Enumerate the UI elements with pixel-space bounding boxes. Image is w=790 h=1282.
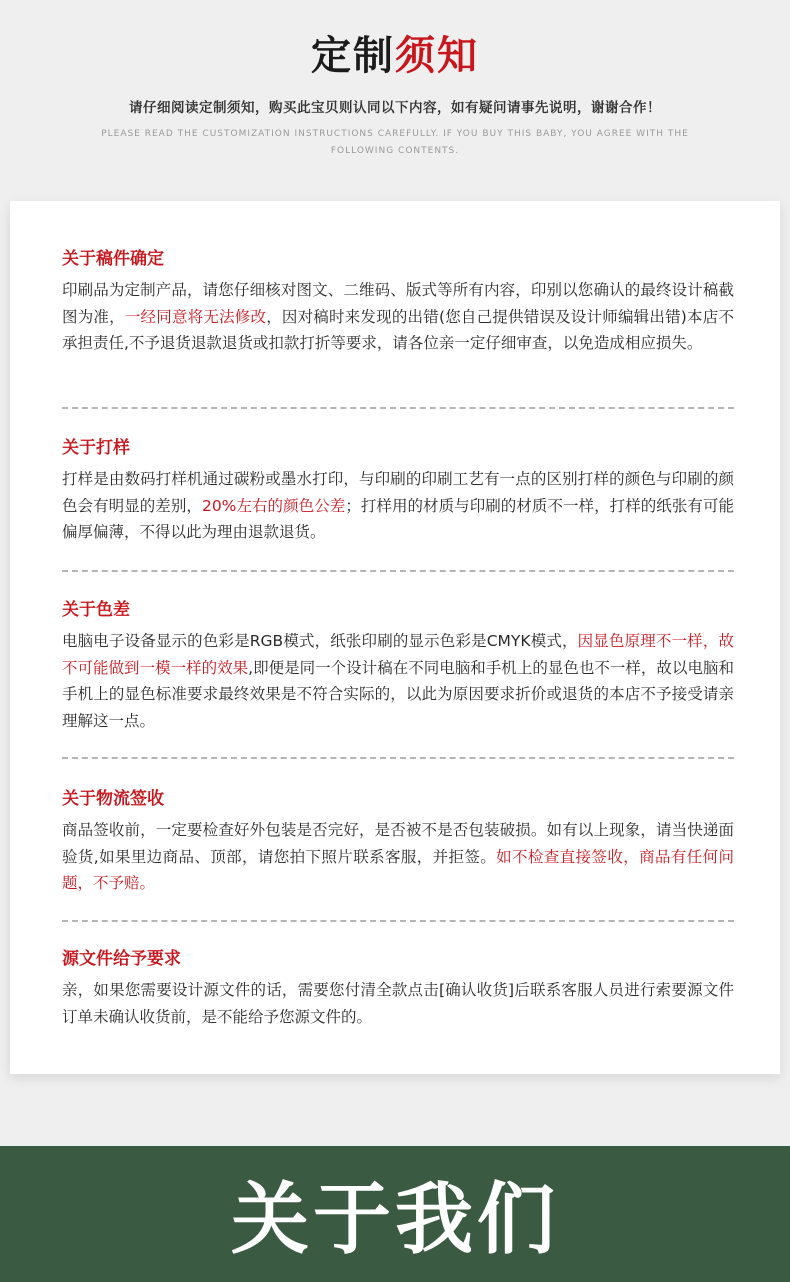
page-title	[0, 30, 790, 82]
section-text: ，因对稿时来发现的出错(您自己提供错误及设计师编辑出错)本店不承担责任,不予退货退款退货或扣款打折等要求，请各位亲一定仔细审查，以免造成相应损失。	[62, 307, 734, 352]
section-text: 电脑电子设备显示的色彩是RGB模式，纸张印刷的显示色彩是CMYK模式，	[62, 632, 578, 650]
page-subtitle-english: PLEASE READ THE CUSTOMIZATION INSTRUCTIONS CAREFULLY. IF YOU BUY THIS BABY, YOU AGREE WITH THE FOLLOWING CONTENTS.	[101, 129, 689, 156]
section-text: 印刷品为定制产品，请您仔细核对图文、二维码、版式等所有内容，印别以您确认的最终设计稿截图为准，	[62, 281, 734, 326]
section-source-files	[62, 947, 734, 1030]
section-proofing	[62, 436, 734, 546]
section-text: 商品签收前，一定要检查好外包装是否完好，是否被不是否包装破损。如有以上现象，请当快递面验货,如果里边商品、顶部，请您拍下照片联系客服，并拒签。	[62, 821, 734, 866]
page-title-black: 定制	[311, 33, 395, 79]
section-divider	[62, 920, 734, 922]
section-title: 源文件给予要求	[62, 949, 181, 969]
section-text: ；打样用的材质与印刷的材质不一样，打样的纸张有可能偏厚偏薄，不得以此为理由退款退货。	[62, 496, 734, 541]
section-body	[62, 628, 734, 734]
about-us-banner	[0, 1146, 790, 1282]
section-title: 关于稿件确定	[62, 249, 164, 269]
page-subtitle: 请仔细阅读定制须知，购买此宝贝则认同以下内容，如有疑问请事先说明，谢谢合作！	[129, 100, 661, 116]
section-divider	[62, 570, 734, 572]
section-body	[62, 977, 734, 1030]
section-title: 关于色差	[62, 600, 130, 620]
section-divider	[62, 757, 734, 759]
about-us-title: 关于我们	[230, 1175, 559, 1265]
section-color-difference	[62, 598, 734, 734]
section-text: ,即便是同一个设计稿在不同电脑和手机上的显色也不一样，故以电脑和手机上的显色标准要求最终效果是不符合实际的，以此为原因要求折价或退货的本店不予接受请亲理解这一点。	[62, 658, 734, 730]
section-logistics-signing	[62, 787, 734, 897]
section-body	[62, 817, 734, 897]
section-title: 关于打样	[62, 438, 130, 458]
section-text: 亲，如果您需要设计源文件的话，需要您付清全款点击[确认收货]后联系客服人员进行索要源文件订单未确认收货前，是不能给予您源文件的。	[62, 981, 734, 1026]
section-body	[62, 466, 734, 546]
section-title: 关于物流签收	[62, 789, 164, 809]
section-highlight: 20%左右的颜色公差	[201, 496, 346, 515]
section-manuscript-confirmation	[62, 247, 734, 357]
page-header	[0, 0, 790, 200]
section-body	[62, 277, 734, 357]
section-highlight: 一经同意将无法修改	[124, 307, 267, 326]
section-highlight: 如不检查直接签收，商品有任何问题，不予赔。	[62, 847, 734, 892]
section-highlight: 因显色原理不一样，故不可能做到一模一样的效果	[62, 632, 734, 677]
section-text: 打样是由数码打样机通过碳粉或墨水打印，与印刷的印刷工艺有一点的区别打样的颜色与印刷的颜色会有明显的差别，	[62, 470, 734, 515]
notice-card	[10, 201, 780, 1074]
page-title-red: 须知	[395, 33, 479, 79]
section-divider	[62, 407, 734, 409]
